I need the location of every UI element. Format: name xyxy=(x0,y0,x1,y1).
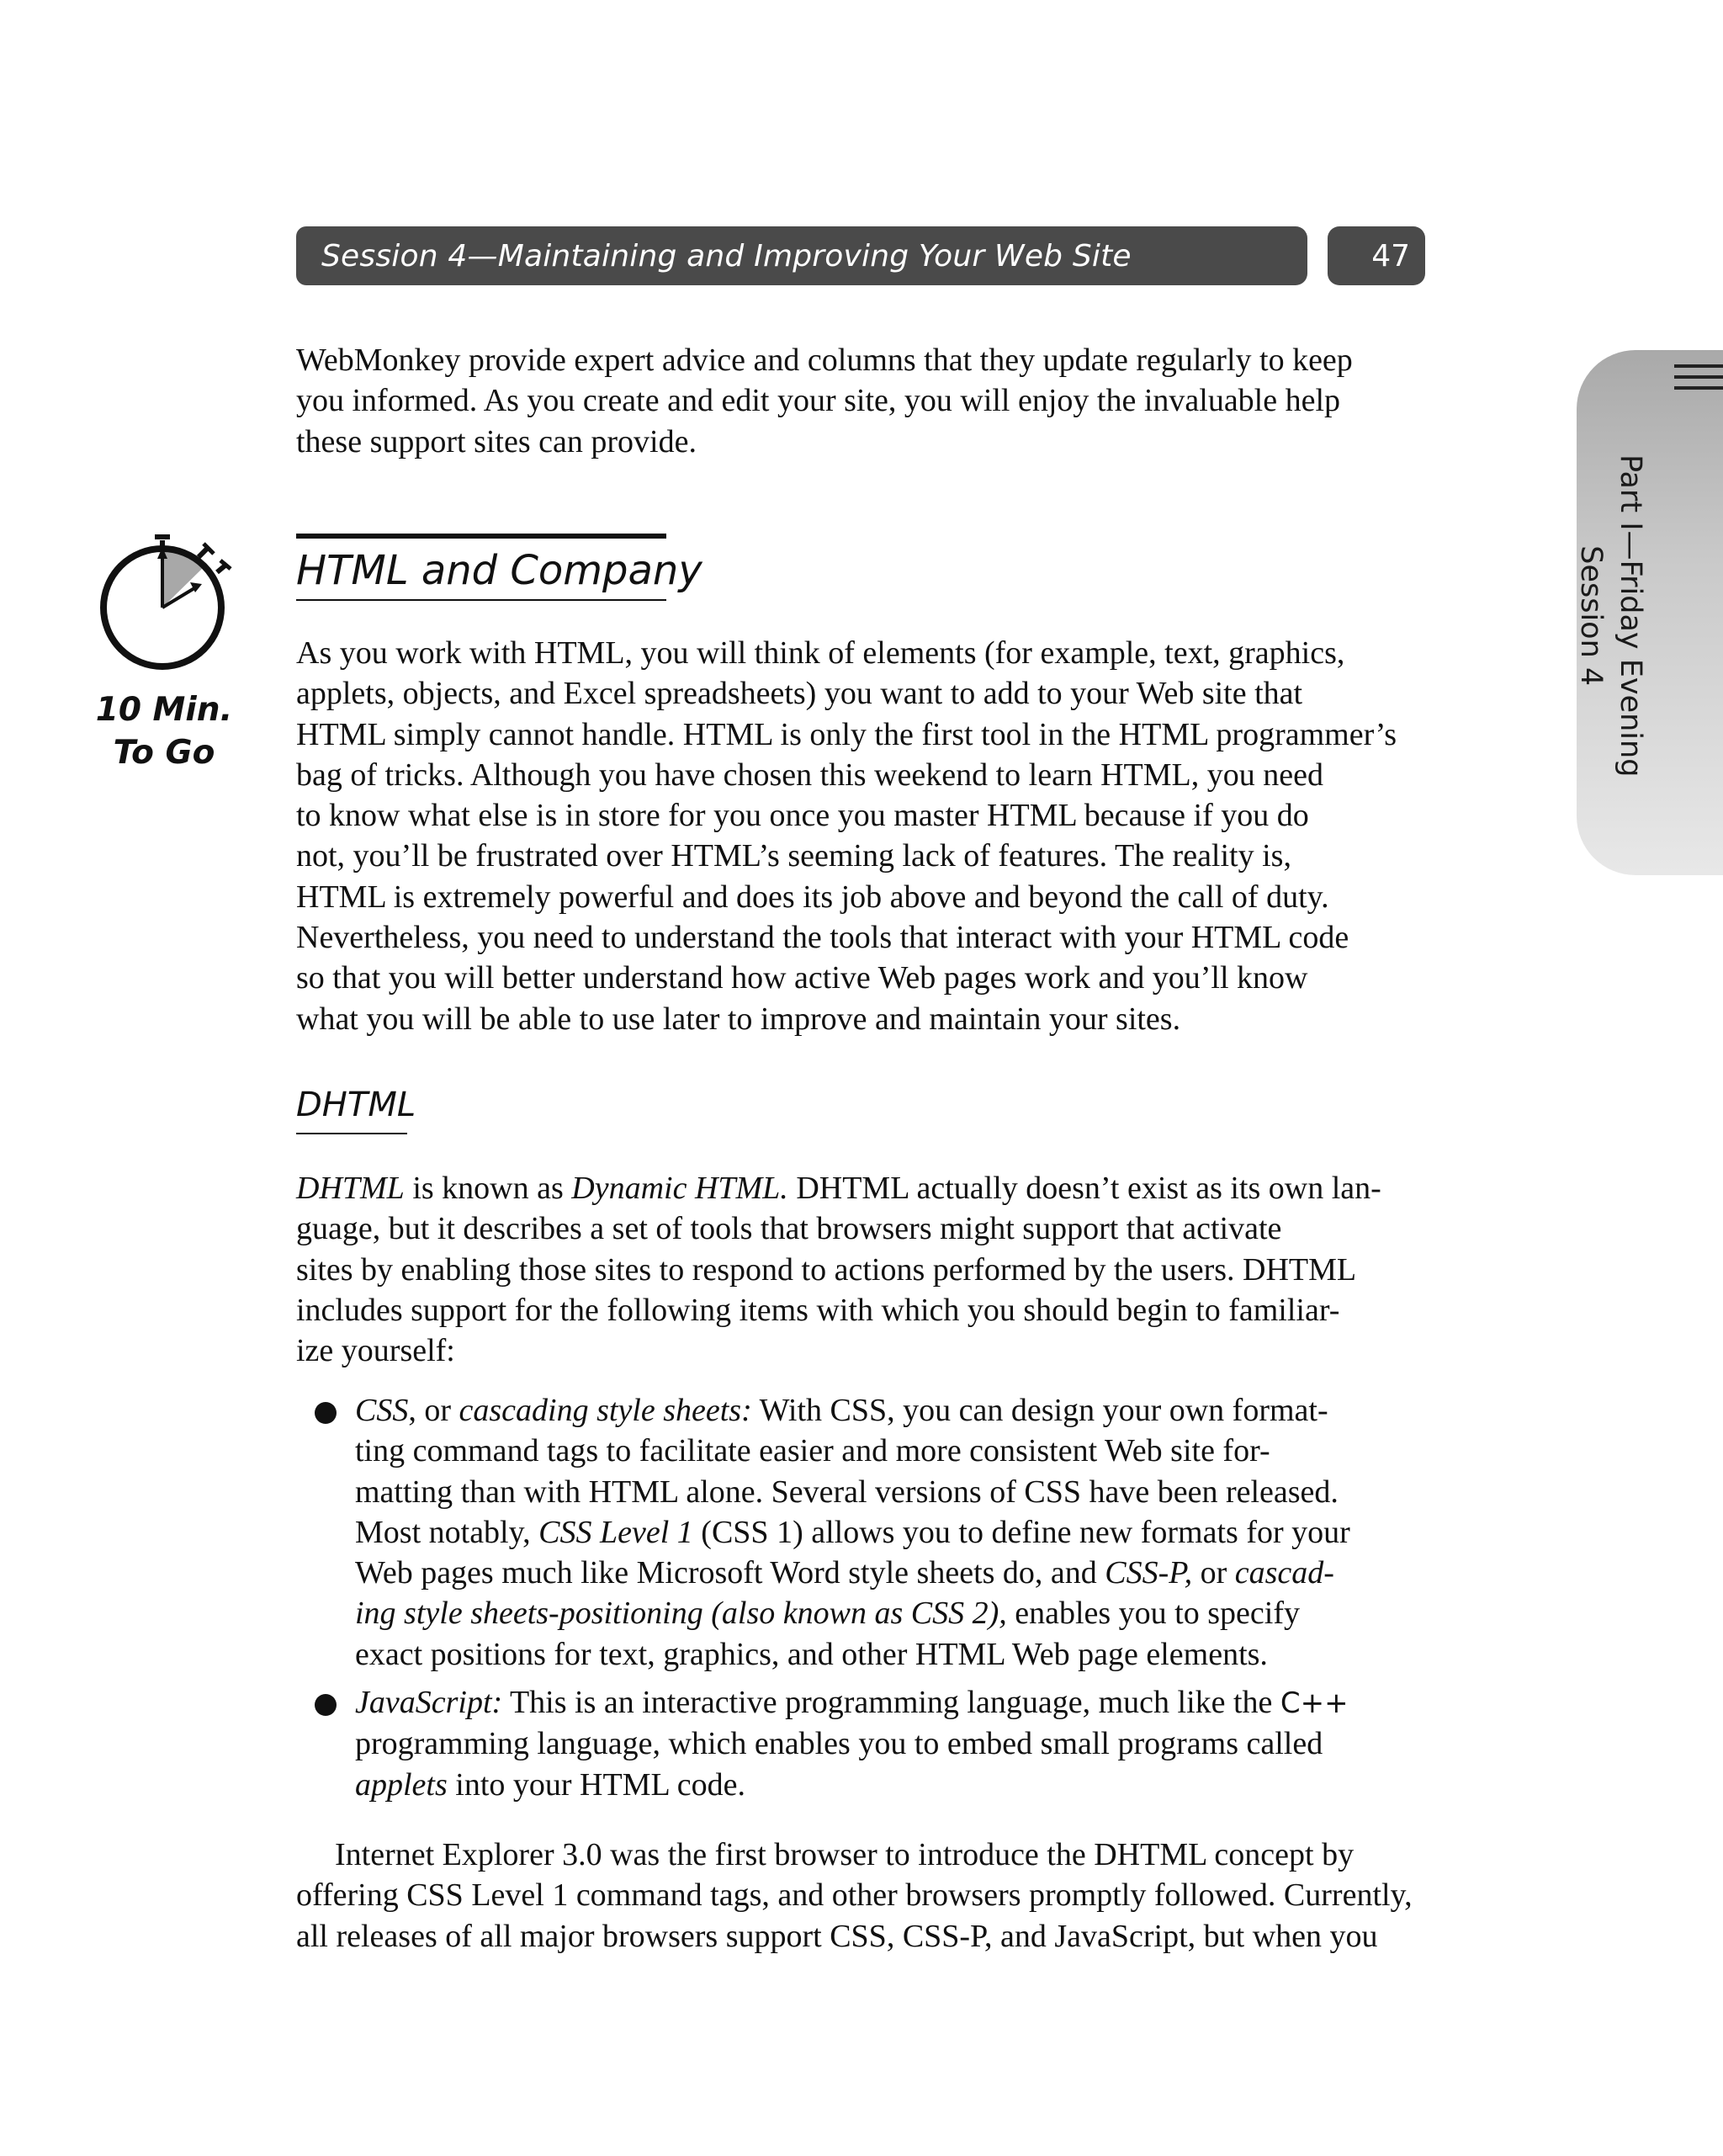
bullet-item-css xyxy=(355,1390,1423,1675)
text-line: so that you will better understand how active Web pages work and you’ll know xyxy=(296,960,1308,996)
text-line: matting than with HTML alone. Several versions of CSS have been released. xyxy=(355,1474,1339,1510)
running-header-title: Session 4—Maintaining and Improving Your Web Site xyxy=(321,238,1132,273)
text-line: ing style sheets-positioning (also known as CSS 2), enables you to specify xyxy=(355,1596,1300,1632)
text-line: programming language, which enables you to embed small programs called xyxy=(355,1726,1323,1762)
text-line: Nevertheless, you need to understand the tools that interact with your HTML code xyxy=(296,920,1349,956)
side-tab-label xyxy=(1571,454,1650,777)
text-line: sites by enabling those sites to respond to actions performed by the users. DHTML xyxy=(296,1251,1357,1288)
text-line: HTML simply cannot handle. HTML is only the first tool in the HTML programmer’s xyxy=(296,716,1397,752)
side-tab-lines xyxy=(1674,364,1723,397)
intro-paragraph xyxy=(296,340,1423,462)
time-remaining-label xyxy=(93,688,236,774)
text-line: JavaScript: This is an interactive programming language, much like the C++ xyxy=(355,1685,1349,1720)
text-line: Internet Explorer 3.0 was the first browser to introduce the DHTML concept by xyxy=(335,1837,1355,1872)
text-line: offering CSS Level 1 command tags, and other browsers promptly followed. Currently, xyxy=(296,1877,1413,1914)
text-line: ting command tags to facilitate easier and more consistent Web site for- xyxy=(355,1433,1270,1469)
text-line: applets into your HTML code. xyxy=(355,1766,746,1803)
text-line: exact positions for text, graphics, and other HTML Web page elements. xyxy=(355,1636,1268,1672)
stopwatch-icon xyxy=(91,530,234,673)
text-line: ize yourself: xyxy=(296,1333,455,1369)
page-number: 47 xyxy=(1371,238,1410,273)
side-tab-session: Session 4 xyxy=(1574,545,1608,687)
text-line: applets, objects, and Excel spreadsheets) you want to add to your Web site that xyxy=(296,676,1303,712)
text-line: WebMonkey provide expert advice and columns that they update regularly to keep xyxy=(296,343,1353,378)
text-line: includes support for the following items with which you should begin to familiar- xyxy=(296,1292,1340,1328)
text-line: not, you’ll be frustrated over HTML’s seeming lack of features. The reality is, xyxy=(296,838,1291,874)
text-line: CSS, or cascading style sheets: With CSS, you can design your own format- xyxy=(355,1393,1328,1428)
subsection-heading xyxy=(296,1082,416,1134)
subsection-heading-text: DHTML xyxy=(296,1086,416,1124)
text-line: HTML is extremely powerful and does its job above and beyond the call of duty. xyxy=(296,879,1329,915)
page-number-box xyxy=(1328,226,1425,285)
text-line: what you will be able to use later to improve and maintain your sites. xyxy=(296,1001,1181,1037)
section-heading-text: HTML and Company xyxy=(296,547,702,594)
text-line: As you work with HTML, you will think of elements (for example, text, graphics, xyxy=(296,635,1345,671)
term-dynamic-html: Dynamic HTML. xyxy=(571,1171,788,1206)
text-line: Most notably, CSS Level 1 (CSS 1) allows you to define new formats for your xyxy=(355,1514,1350,1550)
term-dhtml: DHTML xyxy=(296,1171,405,1206)
text-line: Web pages much like Microsoft Word style sheets do, and CSS-P, or cascad- xyxy=(355,1555,1334,1591)
text-line: bag of tricks. Although you have chosen this weekend to learn HTML, you need xyxy=(296,757,1323,793)
time-remaining-minutes: 10 Min. xyxy=(95,691,233,729)
text-line: DHTML is known as Dynamic HTML. DHTML actually doesn’t exist as its own lan- xyxy=(296,1171,1381,1206)
bullet-icon xyxy=(315,1694,337,1716)
text-line: all releases of all major browsers support CSS, CSS-P, and JavaScript, but when you xyxy=(296,1918,1378,1954)
text-line: guage, but it describes a set of tools that browsers might support that activate xyxy=(296,1211,1282,1247)
text-line: to know what else is in store for you once you master HTML because if you do xyxy=(296,798,1309,834)
text-line: you informed. As you create and edit your site, you will enjoy the invaluable help xyxy=(296,383,1341,419)
bullet-item-javascript xyxy=(355,1682,1423,1805)
running-header xyxy=(296,226,1307,285)
section-paragraph xyxy=(296,633,1423,1039)
dhtml-paragraph xyxy=(296,1168,1423,1371)
text-line: these support sites can provide. xyxy=(296,423,697,459)
bullet-icon xyxy=(315,1402,337,1424)
closing-paragraph xyxy=(296,1835,1423,1957)
side-tab-part: Part I—Friday Evening xyxy=(1614,454,1647,778)
section-heading xyxy=(296,534,702,601)
time-remaining-suffix: To Go xyxy=(113,734,215,772)
